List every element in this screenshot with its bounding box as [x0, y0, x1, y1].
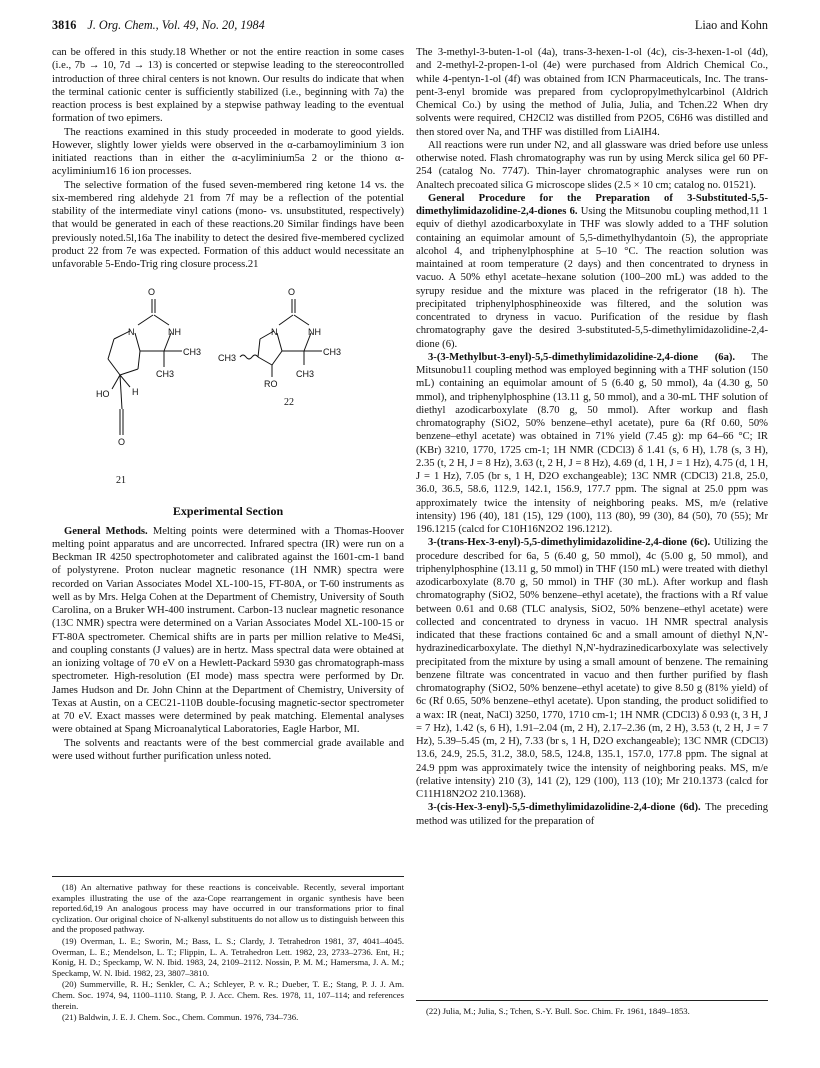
run-in-heading: General Procedure for the Preparation of 3-Substituted-5,5-dimethylimidazolidine-2,4-diones 6. — [416, 192, 768, 217]
solvents-paragraph: The solvents and reactants were of the best commercial grade available and were used without further purification unless noted. — [52, 737, 404, 762]
compound-heading: 3-(trans-Hex-3-enyl)-5,5-dimethylimidazolidine-2,4-dione (6c). — [428, 537, 711, 549]
compound-number: 21 — [116, 475, 126, 487]
run-in-heading: General Methods. — [64, 525, 148, 537]
atom-label: CH3 — [323, 347, 342, 358]
footnote-rule — [52, 876, 404, 877]
methods-text: Melting points were determined with a Thomas-Hoover melting point apparatus and are uncorrected. Infrared spectra (IR) were run on a Beckman IR 4250 spectrophotometer and calibrated against the 1601-cm-1 band of polystyrene. Proton nuclear magnetic resonance (1H NMR) spectra were recorded on Varian Associates Model XL-100-15, FT-80A, or T-60 instruments as well as by Mrs. Helga Cohen at the Department of Chemistry, University of South Carolina, on a Bruker WH-400 instrument. Carbon-13 nuclear magnetic resonance (13C NMR) spectra were determined on a Varian Associates Model XL-100-15 or FT-80A spectrometer. Chemical shifts are in parts per million relative to Me4Si, and coupling constants (J values) are in hertz. Mass spectral data were obtained at an ionizing voltage of 70 eV on a Hewlett-Packard 5930 gas chromatograph-mass spectrometer. High-resolution (EI mode) mass spectra were performed by Dr. James Hudson and Dr. John Chinn at the Department of Chemistry, University of Texas at Austin, on a CEC21-110B double-focusing magnetic-sector spectrometer at 70 eV. Exact masses were determined by peak matching. Elemental analyses were obtained at Spang Microanalytical Laboratories, Eagle Harbor, MI. — [52, 525, 404, 736]
atom-label: O — [288, 287, 296, 298]
atom-label: CH3 — [156, 369, 175, 380]
footnotes-left — [52, 876, 404, 1024]
procedure-text: Using the Mitsunobu coupling method,11 1 equiv of diethyl azodicarboxylate in THF was slowly added to a THF solution containing an equimolar amount of 5,5-dimethylhydantoin (5), the appropriate alcohol 4, and triphenylphosphine at 5–10 °C. The reaction solution was maintained at room temperature (2 days) and then concentrated to dryness in vacuo. A 50% ethyl acetate–hexane solution (100–200 mL) was added to the syrupy residue and the mixture was placed in the refrigerator (18 h). The precipitated triphenylphosphineoxide was filtered, and the solution was concentrated to dryness in vacuo. Purification of the residue by flash chromatography gave the desired 3-substituted-5,5-dimethylimidazolidine-2,4-dione (6). — [416, 206, 768, 350]
atom-label: N — [128, 327, 135, 338]
atom-label: CH3 — [183, 347, 202, 358]
footnote: (22) Julia, M.; Julia, S.; Tchen, S.-Y. Bull. Soc. Chim. Fr. 1961, 1849–1853. — [426, 1006, 690, 1016]
section-title: Experimental Section — [172, 504, 284, 519]
discussion-paragraph: The reactions examined in this study proceeded in moderate to good yields. However, slightly lower yields were observed in the α-carbamoyliminium 3 ion initiated reactions than in either the α-acyliminium5a 2 or the thiono α-acyliminium16 16 ion processes. — [52, 126, 404, 178]
atom-label: NH — [308, 327, 321, 338]
footnote: (19) Overman, L. E.; Sworin, M.; Bass, L. S.; Clardy, J. Tetrahedron 1981, 37, 4041–4045. Overman, L. E.; Mendelson, L. T.; Flippin, L. A. Tetrahedron Lett. 1982, 23, 2733–2736. Ent, H.; Konig, H. D.; Speckamp, W. N. Ibid. 1983, 24, 2109–2112. Nossin, P. M. M.; Hamersma, J. A. M.; Speckamp, W. N. Ibid. 1982, 23, 3807–3810. — [52, 935, 404, 978]
compound-heading: 3-(3-Methylbut-3-enyl)-5,5-dimethylimidazolidine-2,4-dione (6a). — [428, 351, 736, 363]
compound-number: 22 — [284, 397, 294, 409]
chemical-structures — [52, 277, 404, 495]
conditions-paragraph: All reactions were run under N2, and all glassware was dried before use unless otherwise noted. Flash chromatography was run by using Merck silica gel 60 PF-254 (catalog No. 7747). Thin-layer chromatographic analyses were run on Analtech precoated silica G microscope slides (2.5 × 10 cm; catalog no. 01521). — [416, 139, 768, 191]
footnote: (18) An alternative pathway for these reactions is conceivable. Recently, several important examples illustrating the use of the aza-Cope rearrangement in organic synthesis have been reported.6d,19 An analogous process may have occurred in our transformations prior to final cyclization. Our original choice of N-alkenyl substituents do not allow us to distinguish between this and the proposed pathway. — [52, 882, 404, 935]
compound-text: The preceding method was utilized for the preparation of — [416, 802, 768, 827]
discussion-paragraph: The selective formation of the fused seven-membered ring ketone 14 vs. the six-membered ring aldehyde 21 from 7f may be a reflection of the potential stability of the intermediate vinyl cations (mono- vs. unsubstituted, respectively) that would be generated in each of these reactions.20 Similar findings have been previously noted.5l,16a The inability to detect the desired five-membered cyclized product 22 from 7e was expected. Formation of this adduct would necessitate an unfavorable 5-Endo-Trig ring closure process.21 — [52, 179, 404, 270]
page-number: 3816 — [52, 18, 77, 32]
structure-drawing — [52, 277, 404, 495]
running-header — [52, 18, 768, 34]
running-authors: Liao and Kohn — [694, 18, 768, 32]
footnotes-right — [416, 1000, 768, 1018]
journal-citation: J. Org. Chem., Vol. 49, No. 20, 1984 — [87, 18, 265, 32]
atom-label: CH3 — [218, 353, 237, 364]
compound-text: The Mitsunobu11 coupling method was employed beginning with a THF solution (150 mL) containing an equimolar amount of 5 (6.40 g, 50 mmol), 4a (4.30 g, 50 mmol), and triphenylphosphine (13.11 g, 50 mmol), and a 30-mL THF solution of diethyl azodicarboxylate (8.70 g, 50 mmol). After workup and flash chromatography (SiO2, 50% benzene–ethyl acetate), pure 6a (Rf 0.60, 50% benzene–ethyl acetate) was obtained in 71% yield (7.45 g): mp 64–66 °C; IR (KBr) 3210, 1770, 1725 cm-1; 1H NMR (CDCl3) δ 1.41 (s, 6 H), 1.78 (s, 3 H), 2.35 (t, 2 H, J = 8 Hz), 3.63 (t, 2 H, J = 8 Hz), 4.69 (d, 1 H, J = 1 Hz), 4.75 (d, 1 H, J = 1 Hz), 7.05 (br s, 1 H, D2O exchangeable); 13C NMR (CDCl3) 21.8, 25.0, 36.0, 36.5, 58.6, 112.9, 142.1, 156.9, 177.7 ppm. The signal at 25.0 ppm was approximately twice the intensity of neighboring peaks. MS, m/e (relative intensity) 196 (40), 181 (15), 129 (100), 113 (80), 99 (30), 84 (50), 70 (55); Mr 196.1215 (calcd for C10H16N2O2 196.1212). — [416, 351, 768, 535]
right-column — [416, 46, 768, 828]
atom-label: O — [118, 437, 126, 448]
atom-label: NH — [168, 327, 181, 338]
compound-heading: 3-(cis-Hex-3-enyl)-5,5-dimethylimidazolidine-2,4-dione (6d). — [428, 802, 701, 814]
footnote-rule — [416, 1000, 768, 1001]
materials-paragraph: The 3-methyl-3-buten-1-ol (4a), trans-3-hexen-1-ol (4c), cis-3-hexen-1-ol (4d), and 2-methyl-2-propen-1-ol (4e) were purchased from Aldrich Chemical Co., while 4-pentyn-1-ol (4f) was obtained from ICN Pharmaceuticals, Inc. The trans-pent-3-enyl bromide was prepared from cyclopropylmethylcarbinol (Aldrich Chemical Co.) by using the method of Julia, Julia, and Tchen.22 When dry solvents were required, CH2Cl2 was distilled from P2O5, C6H6 was distilled and then stored over Na, and THF was distilled from LiAlH4. — [416, 47, 768, 138]
footnote: (21) Baldwin, J. E. J. Chem. Soc., Chem. Commun. 1976, 734–736. — [62, 1012, 299, 1023]
atom-label: HO — [96, 389, 110, 400]
atom-label: RO — [264, 379, 278, 390]
atom-label: O — [148, 287, 156, 298]
footnote: (20) Summerville, R. H.; Senkler, C. A.; Schleyer, P. v. R.; Dueber, T. E.; Stang, P. J. J. Am. Chem. Soc. 1974, 94, 1100–1110. Stang, P. J. Acc. Chem. Res. 1978, 11, 107–114; and references therein. — [52, 979, 404, 1011]
left-column — [52, 46, 404, 763]
atom-label: CH3 — [296, 369, 315, 380]
compound-text: Utilizing the procedure described for 6a, 5 (6.40 g, 50 mmol), 4c (5.00 g, 50 mmol), and triphenylphosphine (13.11 g, 50 mmol) in THF (150 mL) were treated with diethyl azodicarboxylate (8.70 g, 50 mmol) in THF (30 mL). After workup and flash chromatography (SiO2, 50% benzene–ethyl acetate), the fractions with a Rf value between 0.61 and 0.68 (TLC analysis, SiO2, 50% benzene–ethyl acetate) were collected and concentrated to dryness in vacuo. 1H NMR spectral analysis indicated that these fractions contained 6c and a small amount of diethyl N,N'-hydrazinedicarboxylate. The diethyl N,N'-hydrazinedicarboxylate was selectively precipitated from the mixture by using a small amount of benzene. The remaining benzene filtrate was concentrated in vacuo and then further purified by flash chromatography (SiO2, 50% benzene–ethyl acetate) to give 8.50 g (81% yield) of 6c (Rf 0.65, 50% benzene–ethyl acetate). Upon standing, the product solidified to a wax: IR (neat, NaCl) 3250, 1770, 1710 cm-1; 1H NMR (CDCl3) δ 0.93 (t, 3 H, J = 7 Hz), 1.42 (s, 6 H), 1.91–2.04 (m, 2 H), 2.17–2.36 (m, 2 H), 3.53 (t, 2 H, J = 7 Hz), 5.39–5.45 (m, 2 H), 7.33 (br s, 1 H, D2O exchangeable); 13C NMR (CDCl3) 13.6, 24.9, 25.5, 31.2, 38.0, 58.5, 124.8, 135.1, 157.0, 177.8 ppm. The signal at 24.9 ppm was approximately twice the intensity of neighboring peaks. MS, m/e (relative intensity) 210 (3), 141 (2), 129 (100), 113 (10); Mr 210.1373 (calcd for C11H18N2O2 210.1368). — [416, 537, 768, 800]
atom-label: H — [132, 387, 139, 398]
atom-label: N — [271, 327, 278, 338]
discussion-paragraph: can be offered in this study.18 Whether or not the entire reaction in some cases (i.e., 7b → 10, 7d → 13) is concerted or stepwise leading to the stereocontrolled introduction of three chiral centers is not known. Our results do indicate that when the terminal cationic center is sufficiently stabilized (i.e., beginning with 7a) the reaction process is best explained by a stepwise pathway leading to the eventual formation of two epimers. — [52, 47, 404, 125]
